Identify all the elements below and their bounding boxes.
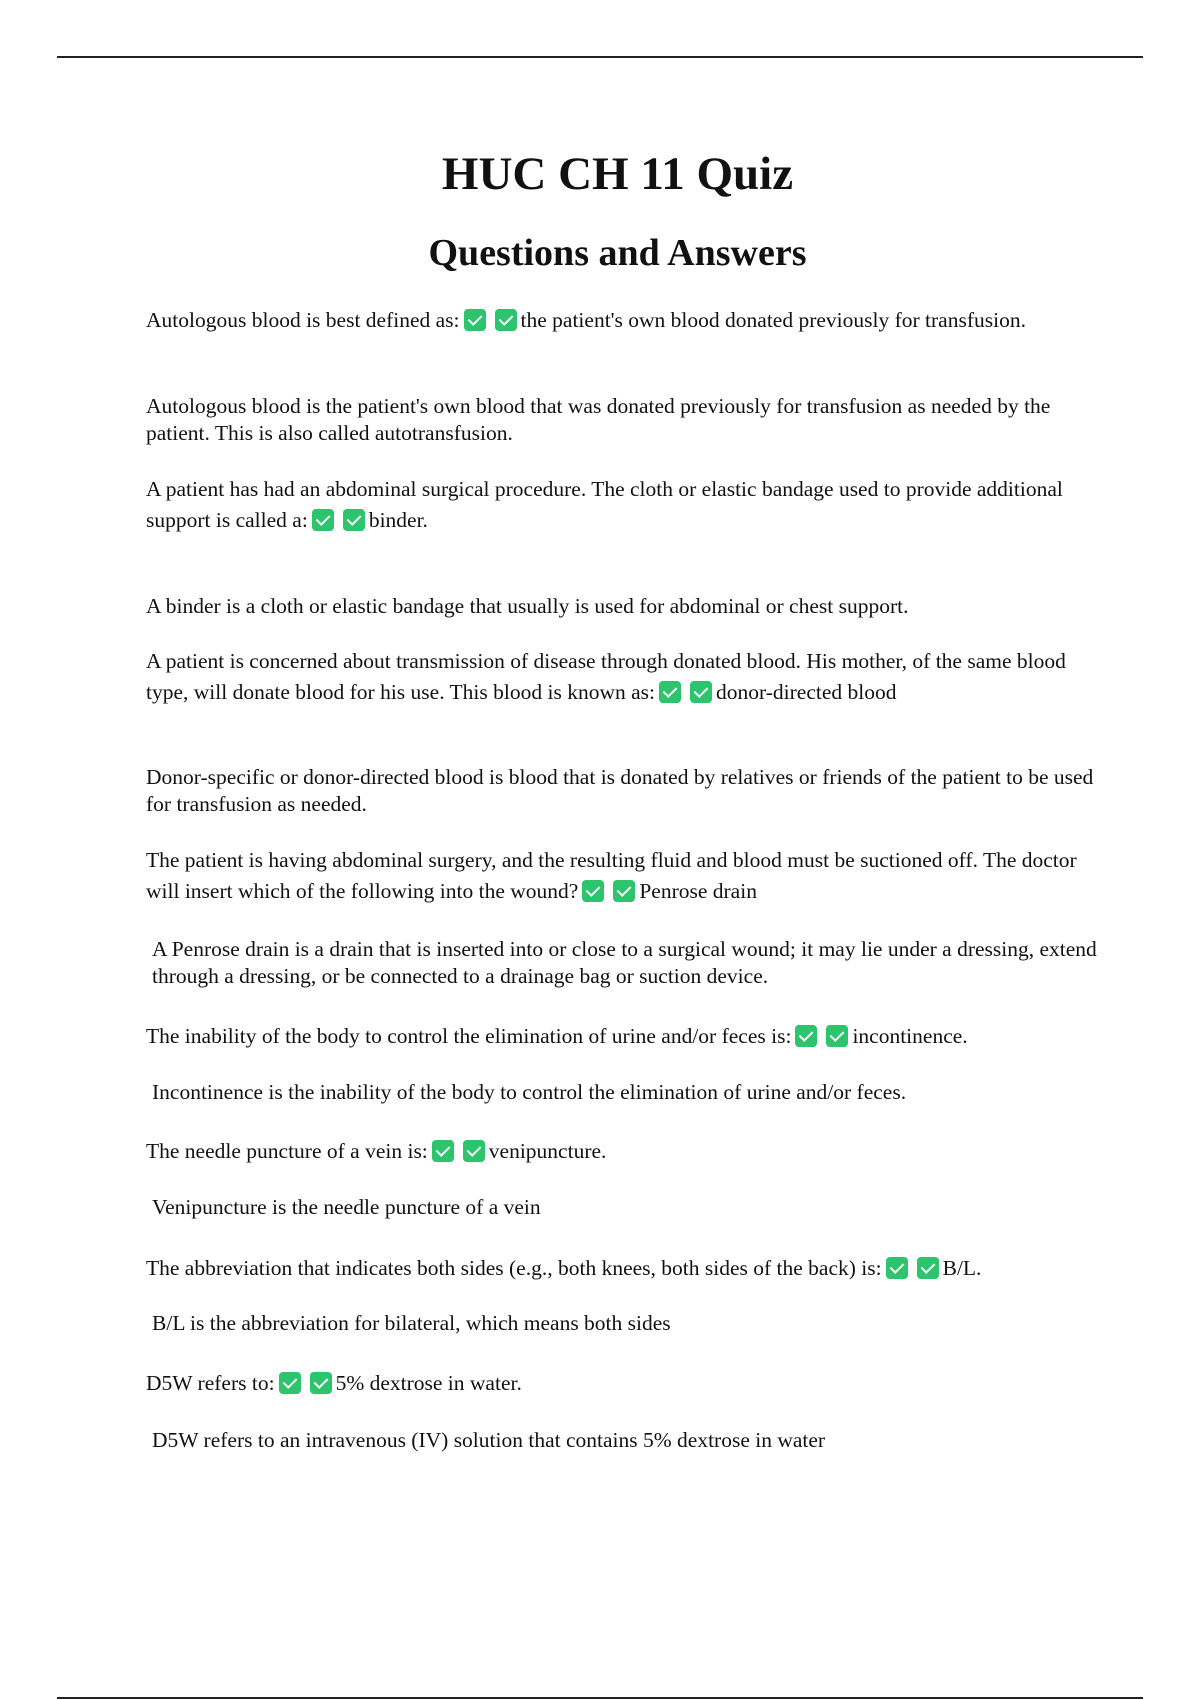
answer-text: the patient's own blood donated previously for transfusion. [520,308,1026,332]
answer-text: venipuncture. [488,1139,607,1163]
answer-text: binder. [368,508,428,532]
check-icon [613,880,635,902]
question-text: The abbreviation that indicates both sides (e.g., both knees, both sides of the back) is: [146,1256,882,1280]
question-text: The inability of the body to control the elimination of urine and/or feces is: [146,1024,792,1048]
check-icon [495,309,517,331]
question-4 [146,845,1096,907]
question-7 [146,1255,1096,1282]
page-title: HUC CH 11 Quiz [441,148,794,200]
question-6 [146,1138,1096,1165]
question-3 [146,646,1096,708]
question-5 [146,1023,1096,1050]
question-8 [146,1370,1096,1397]
check-icon [659,681,681,703]
explanation-7: B/L is the abbreviation for bilateral, which means both sides [152,1311,671,1335]
question-2 [146,474,1096,536]
top-rule [57,56,1143,58]
question-text: The needle puncture of a vein is: [146,1139,428,1163]
check-icon [464,309,486,331]
check-icon [795,1025,817,1047]
check-icon [279,1372,301,1394]
question-text: Autologous blood is best defined as: [146,308,460,332]
check-icon [463,1140,485,1162]
check-icon [917,1257,939,1279]
bottom-rule [57,1697,1143,1699]
answer-text: donor-directed blood [716,680,897,704]
check-icon [690,681,712,703]
answer-text: Penrose drain [639,879,757,903]
page-subtitle: Questions and Answers [428,232,807,274]
question-text: D5W refers to: [146,1371,275,1395]
explanation-1: Autologous blood is the patient's own blood that was donated previously for transfusion as needed by the patient. This is also called autotransfusion. [146,394,1051,445]
answer-text: B/L. [942,1256,982,1280]
check-icon [826,1025,848,1047]
question-text: The patient is having abdominal surgery, and the resulting fluid and blood must be suctioned off. The doctor will insert which of the following into the wound? [146,848,1077,903]
question-text: A patient has had an abdominal surgical procedure. The cloth or elastic bandage used to provide additional support is called a: [146,477,1063,532]
question-text: A patient is concerned about transmission of disease through donated blood. His mother, of the same blood type, will donate blood for his use. This blood is known as: [146,649,1066,704]
check-icon [312,509,334,531]
question-1 [146,307,1096,334]
explanation-4: A Penrose drain is a drain that is inserted into or close to a surgical wound; it may lie under a dressing, extend through a dressing, or be connected to a drainage bag or suction device. [152,937,1097,988]
check-icon [310,1372,332,1394]
check-icon [886,1257,908,1279]
check-icon [582,880,604,902]
answer-text: 5% dextrose in water. [335,1371,522,1395]
answer-text: incontinence. [852,1024,968,1048]
explanation-5: Incontinence is the inability of the body to control the elimination of urine and/or feces. [152,1080,907,1104]
explanation-6: Venipuncture is the needle puncture of a vein [152,1195,541,1219]
explanation-3: Donor-specific or donor-directed blood is blood that is donated by relatives or friends of the patient to be used for transfusion as needed. [146,765,1094,816]
check-icon [432,1140,454,1162]
explanation-2: A binder is a cloth or elastic bandage that usually is used for abdominal or chest support. [146,594,909,618]
explanation-8: D5W refers to an intravenous (IV) solution that contains 5% dextrose in water [152,1428,826,1452]
check-icon [343,509,365,531]
